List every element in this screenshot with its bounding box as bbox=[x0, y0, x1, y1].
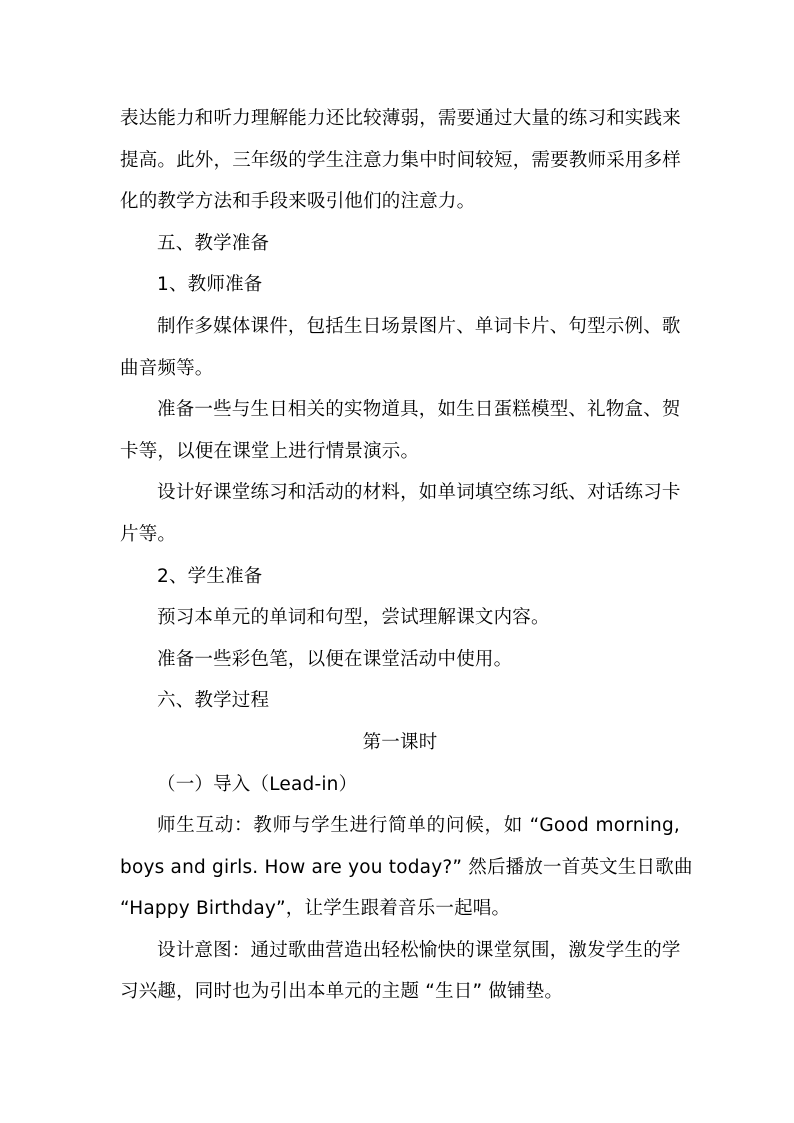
subheading-lead-in: （一）导入（Lead-in） bbox=[157, 773, 358, 795]
paragraph-colored-pens: 准备一些彩色笔，以便在课堂活动中使用。 bbox=[157, 648, 513, 670]
subheading-student-preparation: 2、学生准备 bbox=[157, 565, 263, 587]
paragraph-line: 卡等，以便在课堂上进行情景演示。 bbox=[120, 440, 420, 462]
paragraph-courseware bbox=[120, 306, 680, 389]
paragraph-line: 设计意图：通过歌曲营造出轻松愉快的课堂氛围，激发学生的学 bbox=[157, 939, 681, 961]
paragraph-learning-analysis bbox=[120, 98, 680, 223]
paragraph-line: 提高。此外，三年级的学生注意力集中时间较短，需要教师采用多样 bbox=[120, 149, 682, 171]
paragraph-line: 制作多媒体课件，包括生日场景图片、单词卡片、句型示例、歌 bbox=[157, 315, 681, 337]
paragraph-line: boys and girls. How are you today?” 然后播放一首英文生日歌曲 bbox=[120, 856, 693, 878]
paragraph-props bbox=[120, 389, 680, 472]
subheading-teacher-preparation: 1、教师准备 bbox=[157, 274, 263, 296]
paragraph-materials bbox=[120, 472, 680, 555]
document-body bbox=[120, 98, 693, 1013]
paragraph-line: “Happy Birthday”，让学生跟着音乐一起唱。 bbox=[120, 898, 511, 920]
paragraph-line: 片等。 bbox=[120, 523, 177, 545]
section-heading-teaching-process: 六、教学过程 bbox=[157, 690, 270, 712]
paragraph-line: 曲音频等。 bbox=[120, 357, 214, 379]
paragraph-line: 习兴趣，同时也为引出本单元的主题 “生日” 做铺垫。 bbox=[120, 981, 564, 1003]
paragraph-teacher-student-interaction bbox=[120, 805, 693, 930]
paragraph-line: 化的教学方法和手段来吸引他们的注意力。 bbox=[120, 191, 476, 213]
paragraph-preview: 预习本单元的单词和句型，尝试理解课文内容。 bbox=[157, 607, 550, 629]
paragraph-design-intent bbox=[120, 930, 680, 1013]
paragraph-line: 准备一些与生日相关的实物道具，如生日蛋糕模型、礼物盒、贺 bbox=[157, 399, 681, 421]
lesson-heading-first-period: 第一课时 bbox=[362, 731, 438, 753]
section-heading-teaching-preparation: 五、教学准备 bbox=[157, 232, 270, 254]
paragraph-line: 表达能力和听力理解能力还比较薄弱，需要通过大量的练习和实践来 bbox=[120, 108, 682, 129]
paragraph-line: 师生互动：教师与学生进行简单的问候，如 “Good morning, bbox=[157, 815, 680, 837]
paragraph-line: 设计好课堂练习和活动的材料，如单词填空练习纸、对话练习卡 bbox=[157, 482, 681, 504]
